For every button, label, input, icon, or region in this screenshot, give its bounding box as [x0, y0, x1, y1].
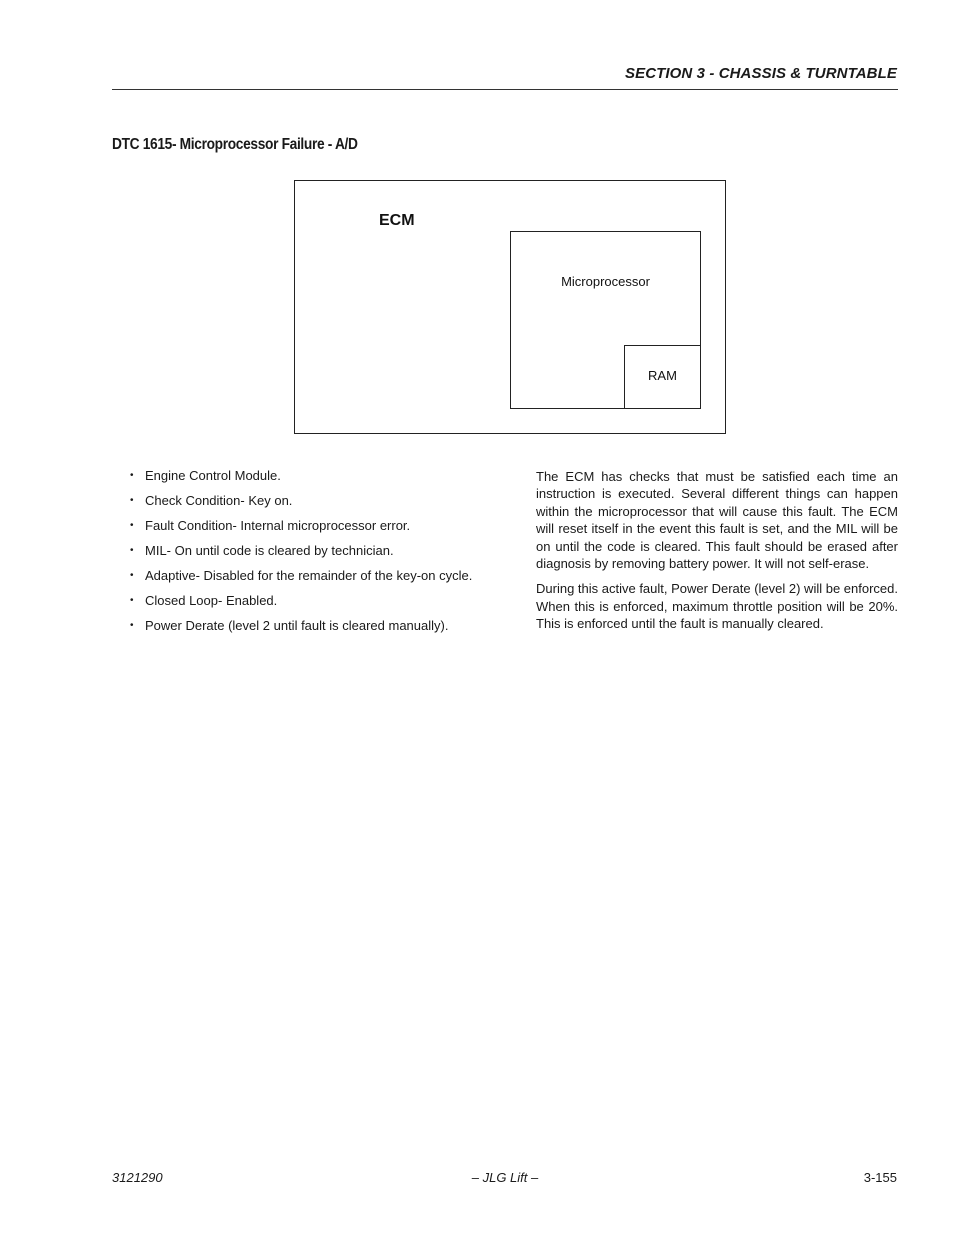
list-item: • Adaptive- Disabled for the remainder of the key-on cycle.	[130, 568, 510, 593]
ecm-diagram	[294, 180, 726, 434]
microprocessor-box	[510, 231, 701, 409]
paragraph: The ECM has checks that must be satisfied each time an instruction is executed. Several different things can happen within the microprocessor that will cause this fault. The ECM will reset itself in the event this fault is set, and the MIL will be on until the code is cleared. This fault should be erased after diagnosis by removing battery power. It will not self-erase.	[536, 469, 898, 572]
section-header: SECTION 3 - CHASSIS & TURNTABLE	[624, 65, 897, 82]
list-item: • Closed Loop- Enabled.	[130, 593, 510, 618]
ram-label: RAM	[648, 368, 677, 383]
description-text	[536, 468, 898, 641]
footer-page-number: 3-155	[863, 1170, 897, 1185]
paragraph: During this active fault, Power Derate (level 2) will be enforced. When this is enforced, maximum throttle position will be 20%. This is enforced until the fault is manually cleared.	[536, 581, 898, 632]
list-item: • Power Derate (level 2 until fault is cleared manually).	[130, 618, 510, 643]
microprocessor-label: Microprocessor	[561, 274, 650, 289]
condition-list	[130, 468, 510, 643]
ram-box	[624, 345, 701, 409]
header-divider	[112, 89, 898, 90]
list-item: • Check Condition- Key on.	[130, 493, 510, 518]
footer-company: – JLG Lift –	[471, 1170, 539, 1185]
list-item: • MIL- On until code is cleared by technician.	[130, 543, 510, 568]
page-title: DTC 1615- Microprocessor Failure - A/D	[112, 136, 358, 153]
ecm-label: ECM	[379, 212, 415, 229]
list-item: • Fault Condition- Internal microprocessor error.	[130, 518, 510, 543]
list-item: • Engine Control Module.	[130, 468, 510, 493]
footer-doc-number: 3121290	[112, 1170, 163, 1185]
